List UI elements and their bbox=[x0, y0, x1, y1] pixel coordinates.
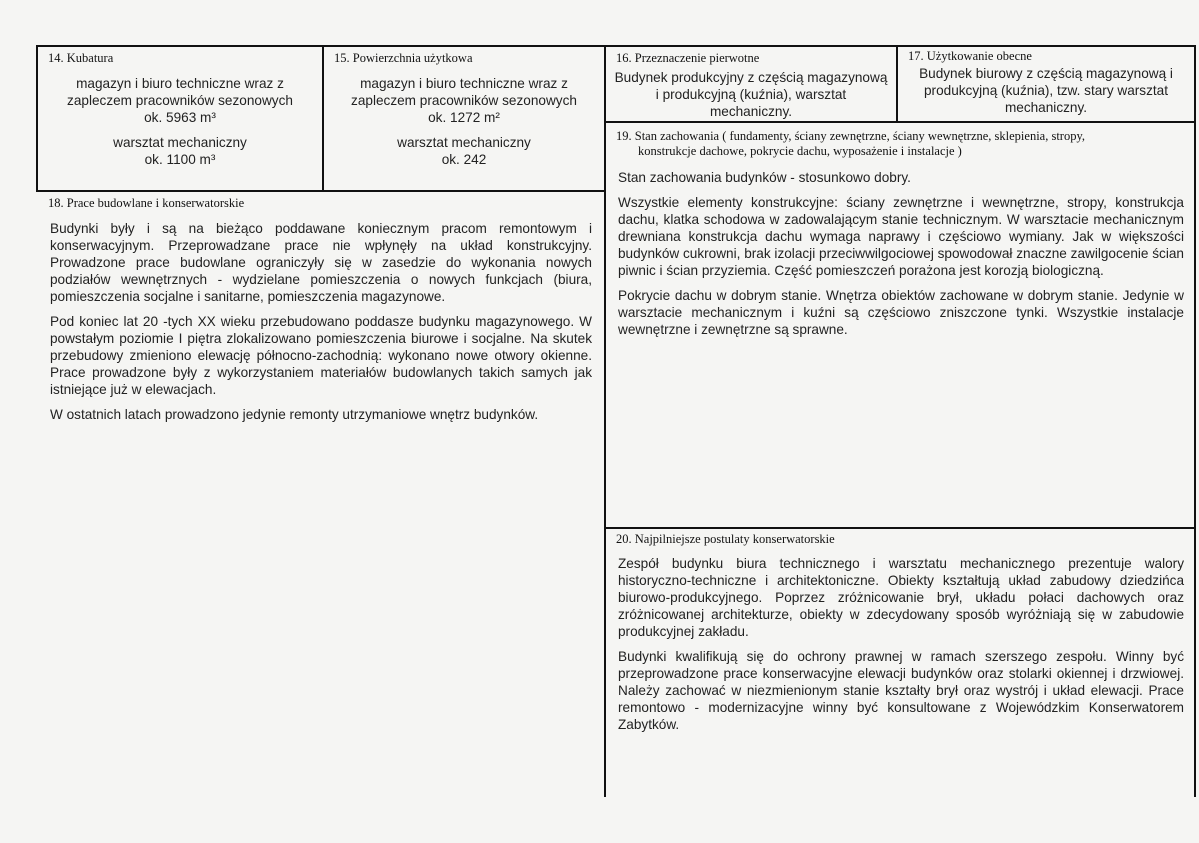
s16-line: mechaniczny. bbox=[709, 104, 793, 119]
section-15-powierzchnia bbox=[324, 47, 604, 190]
s14-line: zapleczem pracowników sezonowych bbox=[67, 93, 293, 108]
section-15-label: 15. Powierzchnia użytkowa bbox=[334, 51, 473, 65]
s19-label-line: konstrukcje dachowe, pokrycie dachu, wyposażenie i instalacje ) bbox=[638, 144, 962, 158]
section-17-uzytkowanie bbox=[898, 47, 1194, 121]
s16-line: i produkcyjną (kuźnia), warsztat bbox=[655, 87, 847, 102]
section-16-text bbox=[606, 69, 896, 120]
s17-line: Budynek biurowy z częścią magazynową i bbox=[919, 66, 1173, 81]
section-17-text bbox=[898, 65, 1194, 116]
section-14-label: 14. Kubatura bbox=[48, 51, 114, 65]
section-20-text bbox=[618, 555, 1184, 733]
section-18-prace bbox=[38, 192, 604, 492]
s15-line: zapleczem pracowników sezonowych bbox=[351, 93, 577, 108]
section-16-label: 16. Przeznaczenie pierwotne bbox=[616, 51, 760, 65]
s14-value: ok. 1100 m³ bbox=[144, 152, 216, 167]
s15-value: ok. 1272 m² bbox=[428, 110, 500, 125]
section-20-postulaty bbox=[606, 529, 1194, 797]
section-18-text bbox=[50, 220, 592, 423]
section-14-kubatura bbox=[38, 47, 322, 190]
section-17-label: 17. Użytkowanie obecne bbox=[908, 49, 1032, 63]
s18-paragraph: Pod koniec lat 20 -tych XX wieku przebudowano poddasze budynku magazynowego. W powstałym poziomie I piętra zlokalizowano pomieszczenia biurowe i socjalne. Na skutek przebudowy zmieniono elewację północno-zachodnią: wykonano nowe otwory okienne. Prace prowadzone były z wykorzystaniem materiałów budowlanych takich samych jak istniejące już w elewacjach. bbox=[50, 314, 592, 397]
s18-paragraph: W ostatnich latach prowadzono jedynie remonty utrzymaniowe wnętrz budynków. bbox=[50, 407, 539, 422]
s14-line: warsztat mechaniczny bbox=[113, 135, 247, 150]
rule-right bbox=[1194, 45, 1196, 797]
section-16-przeznaczenie bbox=[606, 47, 896, 121]
section-19-stan bbox=[606, 123, 1194, 527]
s15-line: warsztat mechaniczny bbox=[397, 135, 531, 150]
s14-line: magazyn i biuro techniczne wraz z bbox=[76, 76, 284, 91]
s20-paragraph: Zespół budynku biura technicznego i warsztatu mechanicznego prezentuje walory historyczno-techniczne i architektoniczne. Obiekty kształtują układ zabudowy dziedzińca biurowo-produkcyjnego. Poprzez zróżnicowanie brył, układu połaci dachowych oraz zróżnicowanej architekturze, obiekty w zdecydowany sposób wyróżniają się w zabudowie produkcyjnej zakładu. bbox=[618, 556, 1184, 639]
s16-line: Budynek produkcyjny z częścią magazynową bbox=[614, 70, 888, 85]
s19-paragraph: Pokrycie dachu w dobrym stanie. Wnętrza obiektów zachowane w dobrym stanie. Jedynie w warsztacie mechanicznym i kuźni są częściowo zniszczone tynki. Wszystkie instalacje wewnętrzne i zewnętrzne są sprawne. bbox=[618, 288, 1184, 337]
section-15-values bbox=[324, 75, 604, 168]
s18-paragraph: Budynki były i są na bieżąco poddawane koniecznym pracom remontowym i konserwacyjnym. Przeprowadzane prace nie wpłynęły na układ konstrukcyjny. Prowadzone prace budowlane ograniczyły się w zasedzie do wykonania nowych podziałów wewnętrznych - wydzielane pomieszczenia o nowych funkcjach (biura, pomieszczenia socjalne i sanitarne, pomieszczenia magazynowe. bbox=[50, 221, 592, 304]
s14-value: ok. 5963 m³ bbox=[144, 110, 216, 125]
section-19-text bbox=[618, 169, 1184, 338]
s19-label-line: 19. Stan zachowania ( fundamenty, ściany zewnętrzne, ściany wewnętrzne, sklepienia, stropy, bbox=[616, 129, 1086, 143]
section-14-values bbox=[38, 75, 322, 168]
section-18-label: 18. Prace budowlane i konserwatorskie bbox=[48, 196, 245, 210]
s20-paragraph: Budynki kwalifikują się do ochrony prawnej w ramach szerszego zespołu. Winny być przeprowadzone prace konserwacyjne elewacji budynków oraz stolarki okiennej i drzwiowej. Należy zachować w niezmienionym stanie kształty brył oraz wystrój i układ elewacji. Prace remontowo - modernizacyjne winny być konsultowane z Wojewódzkim Konserwatorem Zabytków. bbox=[618, 649, 1184, 732]
s19-paragraph: Stan zachowania budynków - stosunkowo dobry. bbox=[618, 170, 911, 185]
s19-paragraph: Wszystkie elementy konstrukcyjne: ściany zewnętrzne i wewnętrzne, stropy, konstrukcja dachu, klatka schodowa w zadowalającym stanie technicznym. W warsztacie mechanicznym drewniana konstrukcja dachu wymaga naprawy i częściowo wymiany. Jak w większości budynków cukrowni, brak izolacji przeciwwilgociowej spowodował znaczne zawilgocenie ścian piwnic i ścian przyziemia. Część pomieszczeń porażona jest korozją biologiczną. bbox=[618, 195, 1184, 278]
s17-line: mechaniczny. bbox=[1004, 100, 1088, 115]
s15-value: ok. 242 bbox=[441, 152, 487, 167]
section-19-label bbox=[616, 129, 1186, 159]
s15-line: magazyn i biuro techniczne wraz z bbox=[360, 76, 568, 91]
section-20-label: 20. Najpilniejsze postulaty konserwatorskie bbox=[616, 532, 835, 546]
s17-line: produkcyjną (kuźnia), tzw. stary warsztat bbox=[923, 83, 1169, 98]
